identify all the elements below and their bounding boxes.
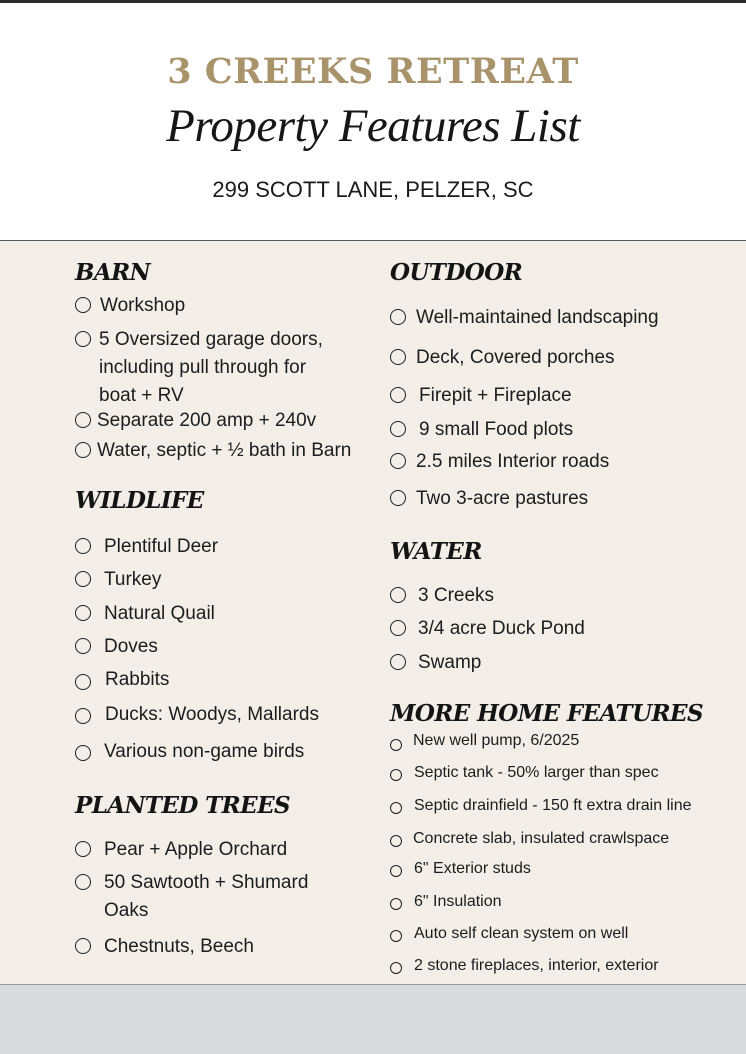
checkbox-icon[interactable] [390,587,406,603]
list-item-label: 5 Oversized garage doors, including pull through for boat + RV [99,329,323,406]
checkbox-icon[interactable] [390,865,402,877]
checkbox-icon[interactable] [390,309,406,325]
list-item-label: Well-maintained landscaping [416,307,659,328]
page-title: Property Features List [166,100,580,152]
checkbox-icon[interactable] [390,835,402,847]
section-title-more-home-features: MORE HOME FEATURES [390,700,703,727]
checkbox-icon[interactable] [390,962,402,974]
list-item-label: 2.5 miles Interior roads [416,451,610,472]
checkbox-icon[interactable] [390,620,406,636]
list-item-label: 6" Exterior studs [414,860,531,877]
checkbox-icon[interactable] [390,490,406,506]
list-item-label: 9 small Food plots [419,419,574,440]
checkbox-icon[interactable] [390,930,402,942]
list-item-label: Ducks: Woodys, Mallards [105,704,319,725]
list-item-label: New well pump, 6/2025 [413,732,580,749]
list-item-label: Concrete slab, insulated crawlspace [413,830,670,847]
list-item-label: Separate 200 amp + 240v [97,410,317,431]
list-item-label: Natural Quail [104,603,215,624]
list-item-label: Pear + Apple Orchard [104,839,288,860]
checkbox-icon[interactable] [390,349,406,365]
list-item-label: Septic tank - 50% larger than spec [414,764,659,781]
checkbox-icon[interactable] [390,654,406,670]
section-title-water: WATER [390,538,482,565]
list-item-label: Deck, Covered porches [416,347,615,368]
checkbox-icon[interactable] [75,538,91,554]
checkbox-icon[interactable] [75,412,91,428]
checkbox-icon[interactable] [75,638,91,654]
checkbox-icon[interactable] [390,387,406,403]
features-panel [0,240,746,985]
checkbox-icon[interactable] [75,874,91,890]
footer-band [0,984,746,1054]
list-item-label: 50 Sawtooth + Shumard Oaks [104,872,309,921]
checkbox-icon[interactable] [75,297,91,313]
checkbox-icon[interactable] [75,571,91,587]
checkbox-icon[interactable] [75,331,91,347]
checkbox-icon[interactable] [390,453,406,469]
list-item-label: Doves [104,636,158,657]
brand-name: 3 CREEKS RETREAT [167,51,579,92]
checkbox-icon[interactable] [75,938,91,954]
checkbox-icon[interactable] [75,605,91,621]
list-item-label: Water, septic + ½ bath in Barn [97,440,352,461]
list-item-label: Turkey [104,569,162,590]
list-item-label: 2 stone fireplaces, interior, exterior [414,957,659,974]
list-item-label: Firepit + Fireplace [419,385,572,406]
checkbox-icon[interactable] [390,769,402,781]
list-item-label: Chestnuts, Beech [104,936,254,957]
checkbox-icon[interactable] [75,442,91,458]
list-item-label: 3/4 acre Duck Pond [418,618,585,639]
checkbox-icon[interactable] [390,802,402,814]
list-item-label: Auto self clean system on well [414,925,629,942]
section-title-outdoor: OUTDOOR [390,259,523,286]
list-item-label: 3 Creeks [418,585,495,606]
header [0,3,746,240]
property-address: 299 SCOTT LANE, PELZER, SC [212,177,534,202]
checkbox-icon[interactable] [390,898,402,910]
section-title-barn: BARN [75,259,151,286]
list-item-label: Various non-game birds [104,741,305,762]
checkbox-icon[interactable] [75,745,91,761]
list-item-label: Swamp [418,652,482,673]
list-item-label: Rabbits [105,669,170,690]
list-item-label: 6" Insulation [414,893,502,910]
checkbox-icon[interactable] [390,421,406,437]
section-title-wildlife: WILDLIFE [75,487,204,514]
list-item-label: Two 3-acre pastures [416,488,589,509]
list-item-label: Septic drainfield - 150 ft extra drain line [414,797,692,814]
section-title-planted-trees: PLANTED TREES [75,792,291,819]
list-item-label: Plentiful Deer [104,536,219,557]
list-item-label: Workshop [100,295,186,316]
checkbox-icon[interactable] [75,708,91,724]
checkbox-icon[interactable] [75,674,91,690]
checkbox-icon[interactable] [390,739,402,751]
checkbox-icon[interactable] [75,841,91,857]
